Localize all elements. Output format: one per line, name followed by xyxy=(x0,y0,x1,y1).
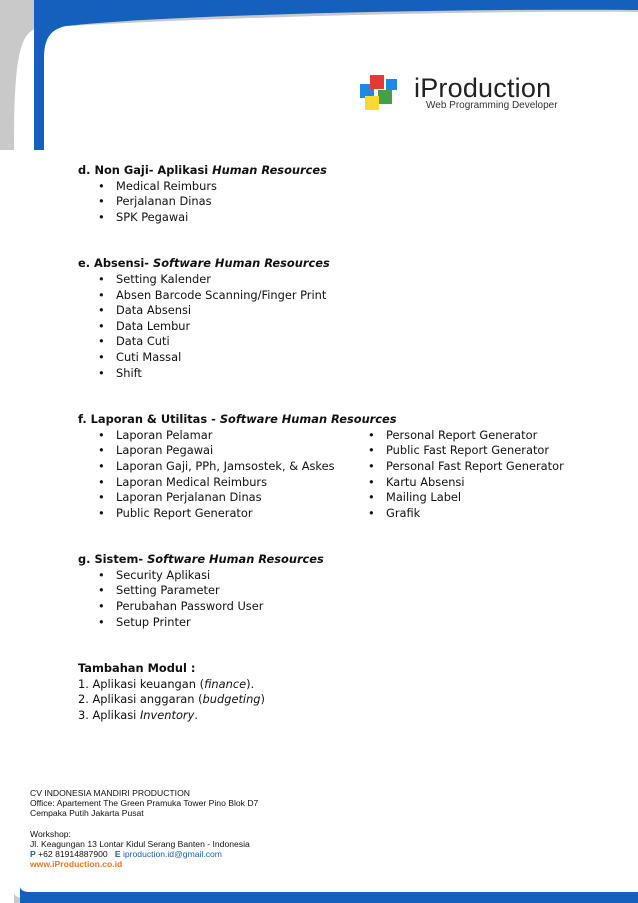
list-item: • Grafik xyxy=(348,506,598,522)
workshop-address: Jl. Keagungan 13 Lontar Kidul Serang Banten - Indonesia xyxy=(30,838,250,849)
contact-line xyxy=(30,849,258,859)
list-item: • Setup Printer xyxy=(78,615,598,631)
workshop-label: Workshop: xyxy=(30,828,71,839)
list-item: • Laporan Medical Reimburs xyxy=(78,475,348,491)
section-title: e. Absensi- Software Human Resources xyxy=(78,256,330,271)
list-item: • Mailing Label xyxy=(348,490,598,506)
list-item: • Public Report Generator xyxy=(78,506,348,522)
section-title: f. Laporan & Utilitas - Software Human Resources xyxy=(78,412,397,427)
list-item: • Laporan Pegawai xyxy=(78,443,348,459)
footer-band xyxy=(0,876,638,903)
section-laporan-utilitas xyxy=(78,412,598,521)
email-link[interactable]: iproduction.id@gmail.com xyxy=(122,849,222,860)
numbered-item: 3. Aplikasi Inventory. xyxy=(78,708,198,723)
phone-label: P xyxy=(30,849,36,860)
numbered-item: 2. Aplikasi anggaran (budgeting) xyxy=(78,692,265,707)
list-item: • Cuti Massal xyxy=(78,350,598,366)
list-item: • Shift xyxy=(78,366,598,382)
list-item: • SPK Pegawai xyxy=(78,210,598,226)
list-item: • Data Lembur xyxy=(78,319,598,335)
list-item: • Data Absensi xyxy=(78,303,598,319)
list-item: • Perubahan Password User xyxy=(78,599,598,615)
section-sistem xyxy=(78,552,598,630)
phone-number: +62 81914887900 xyxy=(38,849,108,860)
list-item: • Laporan Gaji, PPh, Jamsostek, & Askes xyxy=(78,459,348,475)
list-item: • Data Cuti xyxy=(78,334,598,350)
list-item: • Kartu Absensi xyxy=(348,475,598,491)
section-title: Tambahan Modul : xyxy=(78,661,196,676)
list-item: • Medical Reimburs xyxy=(78,179,598,195)
list-item: • Laporan Perjalanan Dinas xyxy=(78,490,348,506)
office-address-city: Cempaka Putih Jakarta Pusat xyxy=(30,808,144,819)
office-address: Office: Apartement The Green Pramuka Tower Pino Blok D7 xyxy=(30,798,259,809)
list-column-2 xyxy=(348,428,598,522)
logo-icon xyxy=(356,70,414,118)
document-body xyxy=(78,163,598,724)
section-tambahan-modul xyxy=(78,661,598,723)
list-column-1 xyxy=(78,428,348,522)
brand-tagline: Web Programming Developer xyxy=(426,100,558,111)
list-item: • Security Aplikasi xyxy=(78,568,598,584)
list-item: • Absen Barcode Scanning/Finger Print xyxy=(78,288,598,304)
list-item: • Laporan Pelamar xyxy=(78,428,348,444)
list-item: • Public Fast Report Generator xyxy=(348,443,598,459)
section-title: d. Non Gaji- Aplikasi Human Resources xyxy=(78,163,327,177)
email-label: E xyxy=(114,849,121,860)
brand-name: iProduction xyxy=(414,73,552,103)
section-non-gaji xyxy=(78,163,598,225)
company-name: CV INDONESIA MANDIRI PRODUCTION xyxy=(30,788,190,798)
website-link[interactable]: www.iProduction.co.id xyxy=(30,859,123,870)
numbered-item: 1. Aplikasi keuangan (finance). xyxy=(78,676,255,691)
footer xyxy=(30,788,258,869)
list-item: • Personal Report Generator xyxy=(348,428,598,444)
list-item: • Personal Fast Report Generator xyxy=(348,459,598,475)
list-item: • Setting Kalender xyxy=(78,272,598,288)
section-title: g. Sistem- Software Human Resources xyxy=(78,552,324,567)
section-absensi xyxy=(78,256,598,381)
list-item: • Setting Parameter xyxy=(78,583,598,599)
list-item: • Perjalanan Dinas xyxy=(78,194,598,210)
